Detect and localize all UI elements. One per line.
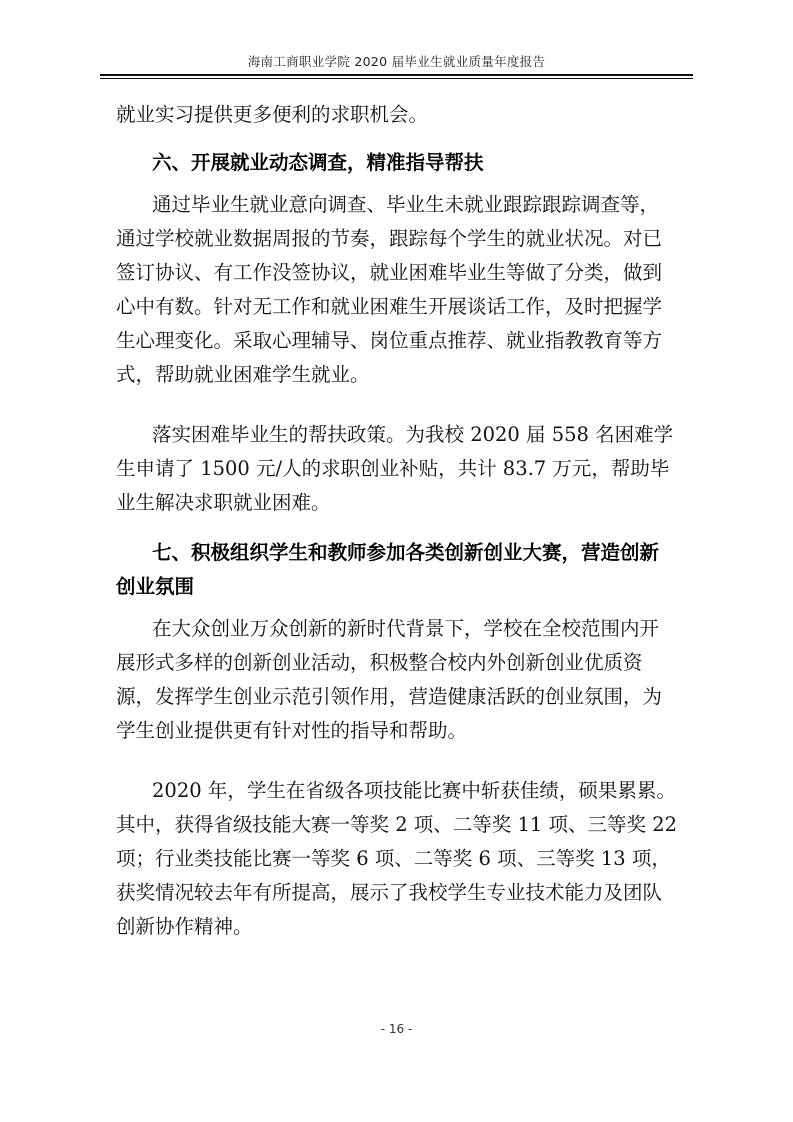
section7-paragraph-2 — [116, 774, 696, 944]
section7-heading-continued: 创业氛围 — [116, 575, 195, 598]
text-line: 签订协议、有工作没签协议，就业困难毕业生等做了分类，做到 — [116, 261, 663, 284]
section7-heading: 七、积极组织学生和教师参加各类创新创业大赛，营造创新 — [152, 541, 660, 564]
text-line: 创新协作精神。 — [116, 915, 253, 938]
text-line: 源，发挥学生创业示范引领作用，营造健康活跃的创业氛围，为 — [116, 685, 663, 708]
header-rule-thin — [100, 78, 693, 79]
section7-paragraph-1 — [116, 612, 696, 748]
section7-heading-block-2 — [116, 570, 696, 604]
text-line: 心中有数。针对无工作和就业困难生开展谈话工作，及时把握学 — [116, 295, 663, 318]
text-line: 生心理变化。采取心理辅导、岗位重点推荐、就业指教教育等方 — [116, 329, 663, 352]
text-line: 生申请了 1500 元/人的求职创业补贴，共计 83.7 万元，帮助毕 — [116, 457, 670, 480]
page-number: - 16 - — [380, 1022, 413, 1036]
continuation-paragraph — [116, 98, 696, 132]
text-line: 其中，获得省级技能大赛一等奖 2 项、二等奖 11 项、三等奖 22 — [116, 813, 678, 836]
text-line: 通过学校就业数据周报的节奏，跟踪每个学生的就业状况。对已 — [116, 227, 663, 250]
header-rule-thick — [100, 74, 693, 76]
section6-paragraph-2 — [116, 418, 696, 520]
section7-heading-block — [152, 536, 697, 570]
text-line: 展形式多样的创新创业活动，积极整合校内外创新创业优质资 — [116, 651, 643, 674]
text-line: 2020 年，学生在省级各项技能比赛中斩获佳绩，硕果累累。 — [152, 779, 676, 802]
text-line: 获奖情况较去年有所提高，展示了我校学生专业技术能力及团队 — [116, 881, 663, 904]
text-line: 落实困难毕业生的帮扶政策。为我校 2020 届 558 名困难学 — [152, 423, 674, 446]
text-line: 通过毕业生就业意向调查、毕业生未就业跟踪跟踪调查等， — [152, 193, 660, 216]
text-line: 就业实习提供更多便利的求职机会。 — [116, 103, 429, 126]
section6-heading-block — [152, 146, 732, 180]
section6-heading: 六、开展就业动态调查，精准指导帮扶 — [152, 151, 484, 174]
section6-paragraph-1 — [116, 188, 696, 392]
text-line: 项；行业类技能比赛一等奖 6 项、二等奖 6 项、三等奖 13 项， — [116, 847, 671, 870]
page-header-title: 海南工商职业学院 2020 届毕业生就业质量年度报告 — [247, 54, 546, 69]
text-line: 在大众创业万众创新的新时代背景下，学校在全校范围内开 — [152, 617, 660, 640]
text-line: 式，帮助就业困难学生就业。 — [116, 363, 370, 386]
text-line: 业生解决求职就业困难。 — [116, 491, 331, 514]
text-line: 学生创业提供更有针对性的指导和帮助。 — [116, 719, 468, 742]
